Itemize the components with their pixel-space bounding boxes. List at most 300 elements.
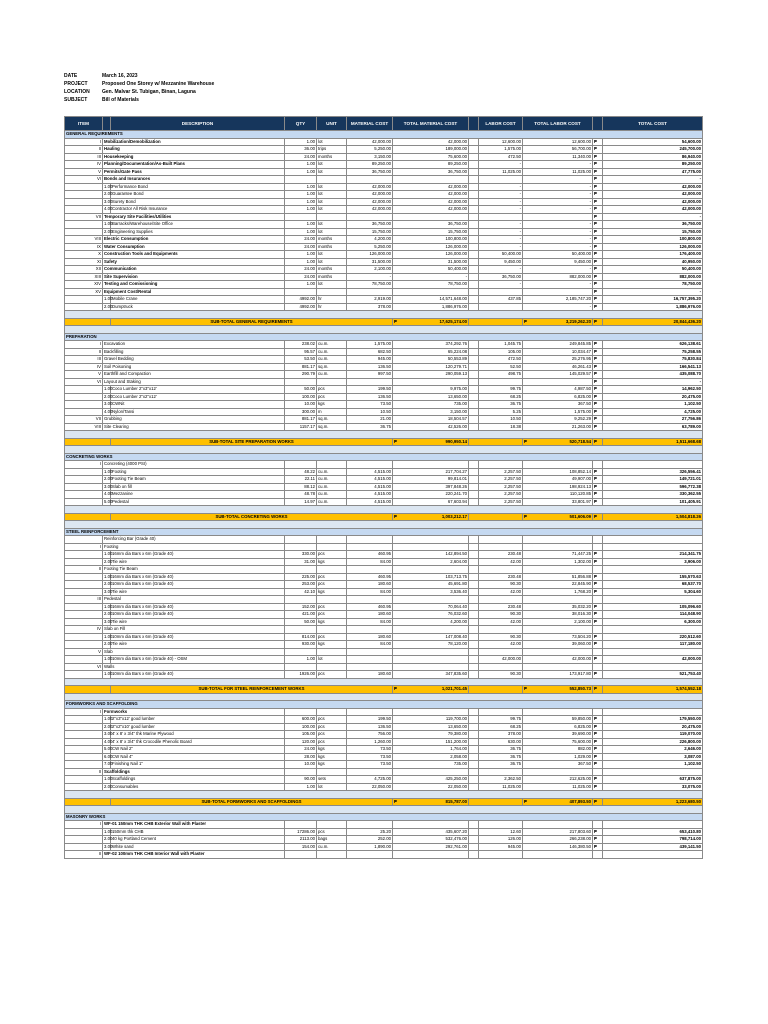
material-cost: 21.00 [347,416,393,424]
item-description: Planning/Documentation/As-Built Plans [103,161,285,169]
quantity: 17286.00 [285,828,317,836]
peso-sign [593,543,603,551]
item-description: Equipment Cost/Rental [103,288,285,296]
labor-cost [479,378,523,386]
total-cost: 63,789.00 [603,423,703,431]
total-labor-cost: - [523,243,593,251]
peso-sign: ₱ [593,641,603,649]
total-material-cost: 397,848.26 [393,483,469,491]
total-labor-cost: 56,700.00 [523,146,593,154]
item-number: VI [65,378,103,386]
empty-cell [65,731,103,739]
labor-cost [479,648,523,656]
subtotal-material-cost: ₱ 1,003,212.17 [394,513,467,519]
total-cost: 42,000.00 [603,198,703,206]
total-labor-cost: 39,690.00 [523,731,593,739]
empty-cell [469,536,479,544]
total-cost: 40,950.00 [603,258,703,266]
document-header [64,72,214,104]
total-material-cost: 75,600.00 [393,153,469,161]
total-material-cost: 735.00 [393,761,469,769]
sub-item-row [65,656,703,664]
peso-sign: ₱ [593,258,603,266]
empty-cell [469,498,479,506]
total-material-cost: 13,650.00 [393,393,469,401]
peso-sign: ₱ [394,513,397,519]
item-description: Dumptruck [111,303,285,311]
unit: kgs [317,558,347,566]
unit: kgs [317,618,347,626]
item-number: III [65,596,103,604]
unit: kgs [317,761,347,769]
peso-sign [593,596,603,604]
sub-item-number: 1.00 [104,468,113,474]
empty-cell [65,836,103,844]
item-description: Bonds and Insurances [103,176,285,184]
quantity: 1.00 [285,251,317,259]
empty-cell [65,498,103,506]
section-header-row [65,333,703,341]
total-cost: 42,000.00 [603,191,703,199]
empty-cell [469,221,479,229]
material-cost: 5,250.00 [347,146,393,154]
sub-item-number: 2.00 [104,191,113,197]
item-description: Consumables [111,783,285,791]
peso-sign: ₱ [593,603,603,611]
total-labor-cost: 110,120.85 [523,491,593,499]
line-item-row [65,146,703,154]
peso-sign: ₱ [593,483,603,491]
empty-cell [469,378,479,386]
peso-sign: ₱ [593,371,603,379]
empty-cell [469,281,479,289]
peso-sign: ₱ [593,138,603,146]
line-item-row [65,536,703,544]
empty-cell [469,243,479,251]
material-cost: 22,050.00 [347,783,393,791]
labor-cost [479,851,523,859]
empty-cell [469,393,479,401]
peso-sign [593,768,603,776]
unit: months [317,273,347,281]
total-cost: 6,300.00 [603,618,703,626]
empty-cell [65,641,103,649]
subtotal-label: SUB-TOTAL FORMWORKS AND SCAFFOLDINGS [111,798,393,806]
material-cost: 4,725.00 [347,776,393,784]
labor-cost: 1,575.00 [479,146,523,154]
item-description: 16mm dia Bars x 6m (Grade 40) [111,603,285,611]
total-labor-cost: - [523,281,593,289]
labor-cost: - [479,198,523,206]
material-cost: 84.00 [347,641,393,649]
material-cost: 136.50 [347,393,393,401]
item-description: Water Consumption [103,243,285,251]
material-cost: 180.60 [347,671,393,679]
unit [317,851,347,859]
total-material-cost: 50,553.89 [393,356,469,364]
header-field-value: Gen. Malvar St. Tubigan, Binan, Laguna [102,89,196,95]
total-labor-cost [523,461,593,469]
peso-sign: ₱ [593,273,603,281]
empty-cell [469,386,479,394]
unit: pcs [317,723,347,731]
item-description: 40 kg Portland Cement [111,836,285,844]
section-title: MASONRY WORKS [65,813,703,821]
quantity: 28.00 [285,753,317,761]
labor-cost: - [479,281,523,289]
empty-cell [469,303,479,311]
quantity: 330.00 [285,551,317,559]
empty-cell [469,648,479,656]
empty-cell [469,543,479,551]
unit: lot [317,161,347,169]
total-labor-cost [523,708,593,716]
total-cost: 33,075.00 [603,783,703,791]
sub-item-number: 1.00 [104,221,113,227]
total-material-cost [393,378,469,386]
quantity: 36.00 [285,146,317,154]
labor-cost: 9,450.00 [479,258,523,266]
item-description: Mezzanine [111,491,285,499]
item-description: 10mm dia Bars x 6m (Grade 40) - OSM [111,656,285,664]
item-description: Formworks [103,708,285,716]
material-cost: 180.60 [347,633,393,641]
peso-sign: ₱ [593,738,603,746]
item-description: Concreting (4000 PSI) [103,461,285,469]
peso-sign: ₱ [593,266,603,274]
material-cost: 4,515.00 [347,476,393,484]
unit: months [317,153,347,161]
item-number: II [65,566,103,574]
total-material-cost [393,821,469,829]
unit [317,213,347,221]
total-labor-cost [523,663,593,671]
total-cost: 330,362.55 [603,491,703,499]
total-cost: 155,570.63 [603,573,703,581]
sub-item-number: 1.00 [104,573,113,579]
material-cost: 460.95 [347,551,393,559]
total-labor-cost: 22,845.90 [523,581,593,589]
labor-cost: 230.48 [479,573,523,581]
quantity [285,821,317,829]
labor-cost [479,768,523,776]
empty-cell [469,266,479,274]
header-field-label: DATE [64,73,78,79]
unit: m [317,408,347,416]
empty-cell [65,761,103,769]
empty-cell [65,671,103,679]
sub-item-row [65,731,703,739]
labor-cost: - [479,228,523,236]
line-item-row [65,648,703,656]
item-description: 10mm dia Bars x 6m (Grade 40) [111,581,285,589]
total-cost: 75,258.55 [603,348,703,356]
material-cost: 997.50 [347,371,393,379]
subtotal-label: SUB-TOTAL GENERAL REQUIREMENTS [111,318,393,326]
quantity: 24.00 [285,153,317,161]
peso-sign: ₱ [394,686,397,692]
peso-sign: ₱ [593,378,603,386]
labor-cost: 2,257.50 [479,498,523,506]
labor-cost: 5.25 [479,408,523,416]
item-description: Testing and Comissioning [103,281,285,289]
total-labor-cost: - [523,228,593,236]
total-cost: 101,405.91 [603,498,703,506]
total-labor-cost: 367.50 [523,401,593,409]
total-cost: 36,750.00 [603,221,703,229]
quantity: 42.10 [285,588,317,596]
line-item-row [65,708,703,716]
peso-sign: ₱ [593,573,603,581]
total-cost: 166,541.13 [603,363,703,371]
labor-cost: 12,600.00 [479,138,523,146]
total-labor-cost: - [523,266,593,274]
labor-cost: 230.48 [479,551,523,559]
sub-item-row [65,776,703,784]
empty-cell [469,641,479,649]
material-cost: 4,515.00 [347,491,393,499]
total-cost [603,596,703,604]
material-cost [347,821,393,829]
column-header: MATERIAL COST [347,117,393,131]
total-labor-cost: 882,000.00 [523,273,593,281]
peso-sign: ₱ [394,318,397,324]
peso-sign: ₱ [593,491,603,499]
empty-cell [65,303,103,311]
empty-cell [469,686,523,694]
peso-sign [593,851,603,859]
sub-item-row [65,633,703,641]
empty-cell [469,776,479,784]
labor-cost [479,461,523,469]
labor-cost: 630.00 [479,738,523,746]
empty-cell [65,573,103,581]
total-cost: 4,725.00 [603,408,703,416]
unit: hr [317,303,347,311]
total-material-cost: 36,750.00 [393,168,469,176]
unit: lot [317,168,347,176]
labor-cost: 378.00 [479,731,523,739]
total-cost: 176,400.00 [603,251,703,259]
empty-cell [469,633,479,641]
total-cost: 100,800.00 [603,236,703,244]
labor-cost [479,821,523,829]
peso-sign: ₱ [593,288,603,296]
labor-cost: 437.85 [479,296,523,304]
quantity: 22.11 [285,476,317,484]
total-labor-cost: 2,100.00 [523,618,593,626]
labor-cost: 105.00 [479,348,523,356]
subtotal-material-cost: ₱ 815,787.00 [394,798,467,804]
peso-sign [593,708,603,716]
subtotal-label: SUB-TOTAL CONCRETING WORKS [111,513,393,521]
total-labor-cost: 51,856.88 [523,573,593,581]
labor-cost: 2,362.50 [479,776,523,784]
total-labor-cost: 145,029.57 [523,371,593,379]
empty-cell [469,228,479,236]
total-material-cost: 13,650.00 [393,723,469,731]
total-labor-cost: - [523,206,593,214]
subtotal-label: SUB-TOTAL SITE PREPARATION WORKS [111,438,393,446]
labor-cost: 50,400.00 [479,251,523,259]
empty-cell [469,716,479,724]
material-cost [347,596,393,604]
sub-item-number: 3.00 [104,618,113,624]
item-description: Construction Tools and Equipments [103,251,285,259]
item-number: VII [65,416,103,424]
sub-item-number: 4.00 [104,738,113,744]
total-cost [603,626,703,634]
item-description: CW Nail 4" [111,753,285,761]
total-labor-cost: 59,850.00 [523,716,593,724]
total-material-cost: 126,000.00 [393,251,469,259]
empty-cell [469,828,479,836]
item-description: CWNit [111,401,285,409]
unit: months [317,266,347,274]
column-header: ITEM [65,117,103,131]
sub-item-number: 1.00 [104,296,113,302]
quantity [285,851,317,859]
labor-cost [479,213,523,221]
item-description: 10mm dia Bars x 6m (Grade 40) [111,611,285,619]
line-item-row [65,341,703,349]
sub-item-number: 2.00 [104,836,113,842]
item-description: Tie wire [111,558,285,566]
item-description: 4' x 8' x 3/4" thk Marine Plywood [111,731,285,739]
sub-item-row [65,611,703,619]
labor-cost [479,663,523,671]
peso-sign: ₱ [593,153,603,161]
peso-sign: ₱ [524,318,527,324]
total-material-cost: 2,604.00 [393,558,469,566]
unit: cu.m. [317,341,347,349]
item-description: Communication [103,266,285,274]
total-labor-cost [523,536,593,544]
total-cost [603,543,703,551]
unit: cu.m. [317,356,347,364]
item-number: II [65,146,103,154]
unit [317,378,347,386]
item-description: Slab on Fill [103,626,285,634]
item-description: Temporary Site Facilities/Utilities [103,213,285,221]
total-material-cost: 103,713.75 [393,573,469,581]
item-description: Earthfill and Compaction [103,371,285,379]
column-header: UNIT [317,117,347,131]
item-description: Mobilization/Demobilization [103,138,285,146]
empty-cell [65,611,103,619]
total-labor-cost: 38,016.30 [523,611,593,619]
quantity: 225.00 [285,573,317,581]
peso-sign: ₱ [593,416,603,424]
spacer-row [65,791,703,799]
total-material-cost: 147,008.40 [393,633,469,641]
peso-sign: ₱ [524,798,527,804]
labor-cost: - [479,243,523,251]
material-cost: 36.75 [347,423,393,431]
material-cost [347,708,393,716]
item-description: 10mm dia Bars x 6m (Grade 40) [111,633,285,641]
peso-sign: ₱ [593,843,603,851]
material-cost: 945.00 [347,356,393,364]
empty-cell [469,146,479,154]
material-cost [347,656,393,664]
empty-cell [469,251,479,259]
material-cost: 460.95 [347,573,393,581]
total-cost: 78,750.00 [603,281,703,289]
item-description: Reinforcing Bar (Grade 40) [103,536,285,544]
material-cost: 136.50 [347,363,393,371]
total-labor-cost: - [523,191,593,199]
subtotal-total-cost: 1,504,818.26 [603,513,703,521]
material-cost: 36,750.00 [347,168,393,176]
empty-cell [65,513,111,521]
peso-sign: ₱ [593,828,603,836]
peso-sign: ₱ [593,393,603,401]
material-cost: 2,919.00 [347,296,393,304]
material-cost: 73.50 [347,746,393,754]
total-material-cost [393,648,469,656]
empty-cell [469,296,479,304]
total-material-cost [393,768,469,776]
peso-sign: ₱ [593,558,603,566]
sub-item-row [65,761,703,769]
quantity: 154.00 [285,843,317,851]
total-cost: 596,772.38 [603,483,703,491]
item-description: Mobile Crane [111,296,285,304]
total-material-cost: 347,835.60 [393,671,469,679]
spacer-cell [65,678,703,686]
item-number: X [65,251,103,259]
total-labor-cost [523,821,593,829]
empty-cell [469,558,479,566]
total-labor-cost: 71,447.25 [523,551,593,559]
empty-cell [469,371,479,379]
material-cost: 4,515.00 [347,468,393,476]
quantity: 1.00 [285,191,317,199]
quantity [285,626,317,634]
unit: lot [317,138,347,146]
peso-sign: ₱ [593,191,603,199]
item-description: Excavation [103,341,285,349]
spacer-cell [65,506,703,514]
total-labor-cost [523,648,593,656]
spacer-cell [65,446,703,454]
material-cost: 42,000.00 [347,183,393,191]
material-cost: 42,000.00 [347,138,393,146]
labor-cost: 42.00 [479,558,523,566]
spacer-cell [65,791,703,799]
total-material-cost: 1,886,976.00 [393,303,469,311]
labor-cost: 42.00 [479,588,523,596]
quantity: 4992.00 [285,296,317,304]
total-cost: 626,138.61 [603,341,703,349]
peso-sign: ₱ [593,168,603,176]
empty-cell [469,176,479,184]
item-number: II [65,768,103,776]
item-description: Slab on fill [111,483,285,491]
unit: lot [317,206,347,214]
unit: pcs [317,828,347,836]
material-cost: 682.50 [347,348,393,356]
peso-sign [593,536,603,544]
labor-cost: 2,257.50 [479,476,523,484]
labor-cost: 36.75 [479,753,523,761]
labor-cost: - [479,221,523,229]
empty-cell [65,633,103,641]
empty-cell [65,408,103,416]
total-material-cost: 22,050.00 [393,783,469,791]
total-cost: 1,102.50 [603,401,703,409]
